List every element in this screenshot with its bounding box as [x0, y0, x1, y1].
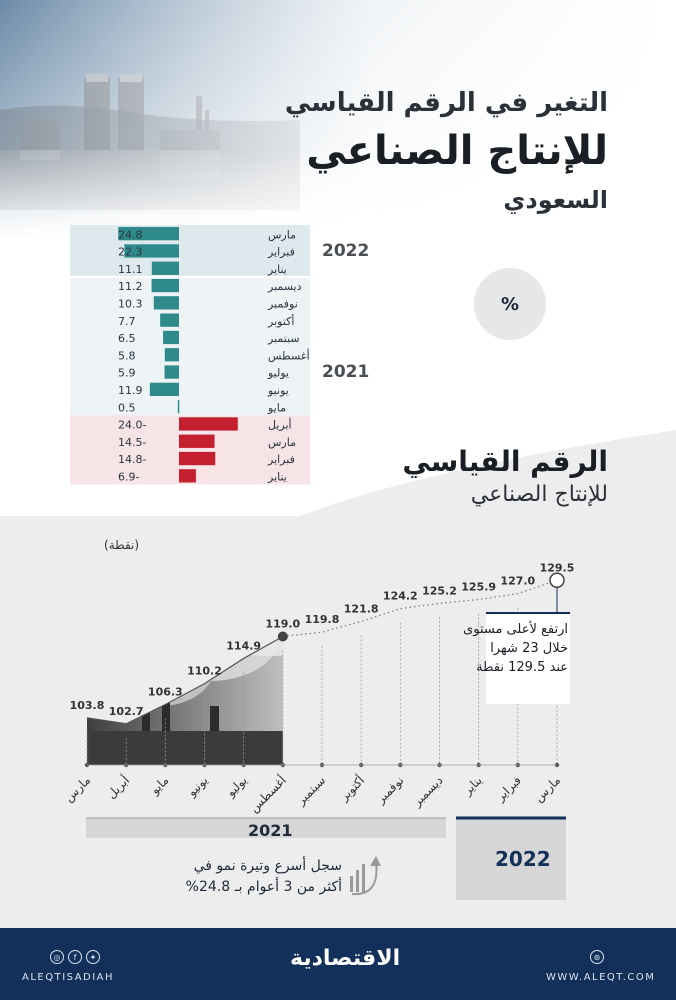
x-tick-label-1: أبريل: [104, 773, 133, 802]
bar-category-label-2: يناير: [268, 262, 287, 276]
point-value-label-10: 125.9: [461, 580, 497, 594]
point-value-label-3: 110.2: [187, 664, 222, 678]
bar-value-label-3: 11.2: [118, 280, 143, 294]
bar-value-label-7: 5.8: [118, 349, 136, 363]
bar-value-label-9: 11.9: [118, 384, 143, 397]
year-label-2022: 2022: [322, 241, 370, 261]
bar-category-label-12: مارس: [268, 435, 296, 449]
instagram-icon[interactable]: ◎: [50, 950, 64, 964]
point-value-label-1: 102.7: [108, 704, 144, 718]
main-title-line2: للإنتاج الصناعي: [306, 128, 608, 174]
year-band-2021-label: 2021: [248, 821, 293, 840]
bar-value-label-1: 22.3: [118, 245, 143, 259]
bar-category-label-1: فبراير: [268, 245, 295, 259]
bar-11: [179, 417, 238, 430]
footer: [0, 928, 676, 1000]
bar-7: [165, 348, 179, 361]
bar-9: [150, 383, 179, 396]
bar-value-label-11: 24.0-: [118, 418, 147, 432]
main-title-line3: السعودي: [503, 186, 608, 214]
bar-value-label-0: 24.8: [118, 228, 143, 242]
x-tick-label-9: ديسمبر: [409, 773, 446, 809]
point-value-label-4: 114.9: [226, 639, 262, 653]
web-icon[interactable]: ⊛: [590, 950, 604, 964]
index-title-line2: للإنتاج الصناعي: [470, 482, 608, 507]
percent-badge: %: [474, 268, 546, 340]
x-tick-label-5: أغسطس: [246, 773, 289, 816]
bar-category-label-14: يناير: [268, 470, 287, 484]
bar-value-label-13: 14.8-: [118, 453, 147, 467]
marker-peak: [550, 573, 564, 587]
factory-smoke-photo: [80, 556, 480, 766]
bar-category-label-6: سبتمبر: [268, 332, 300, 346]
bar-category-label-3: ديسمبر: [268, 280, 302, 294]
point-value-label-2: 106.3: [147, 685, 183, 699]
bar-category-label-10: مايو: [268, 401, 286, 415]
bar-8: [165, 365, 179, 378]
bar-5: [160, 314, 179, 327]
bar-value-label-14: 6.9-: [118, 470, 140, 484]
point-value-label-6: 119.8: [304, 613, 340, 627]
x-tick-label-2: مايو: [147, 773, 172, 797]
unit-label: (نقطة): [104, 538, 140, 552]
year-label-2021: 2021: [322, 362, 370, 382]
peak-note-line1: ارتفع لأعلى مستوى: [463, 622, 568, 637]
bar-value-label-5: 7.7: [118, 314, 136, 328]
bar-category-label-9: يونيو: [268, 384, 289, 397]
social-handle[interactable]: ALEQTISADIAH: [22, 972, 115, 983]
peak-note-line3: عند 129.5 نقطة: [476, 660, 568, 675]
facebook-icon[interactable]: f: [68, 950, 82, 964]
brand-logo: الاقتصادية: [290, 946, 401, 971]
bar-category-label-13: فبراير: [268, 453, 295, 467]
bar-value-label-8: 5.9: [118, 366, 136, 380]
point-value-label-12: 129.5: [539, 561, 575, 575]
bar-13: [179, 452, 215, 465]
bar-14: [179, 469, 196, 482]
growth-arrow-icon: [350, 856, 381, 894]
point-value-label-9: 125.2: [422, 584, 457, 598]
peak-note-line2: خلال 23 شهرا: [490, 641, 568, 656]
x-tick-label-6: سبتمبر: [293, 773, 329, 808]
point-value-label-5: 119.0: [265, 617, 301, 631]
bar-category-label-5: أكتوبر: [268, 314, 295, 328]
bar-category-label-11: أبريل: [268, 418, 292, 432]
index-title-line1: الرقم القياسي: [402, 445, 608, 478]
bar-category-label-4: نوفمبر: [268, 297, 298, 311]
twitter-icon[interactable]: ✦: [86, 950, 100, 964]
social-icons: [50, 950, 100, 964]
x-tick-label-4: يوليو: [223, 773, 250, 800]
point-value-label-8: 124.2: [382, 589, 418, 603]
footnote-line1: سجل أسرع وتيرة نمو في: [193, 858, 342, 874]
x-tick-label-12: مارس: [531, 773, 564, 805]
website-link[interactable]: WWW.ALEQT.COM: [546, 972, 656, 983]
point-value-label-11: 127.0: [500, 574, 536, 588]
x-tick-label-10: يناير: [460, 773, 485, 798]
x-tick-label-7: أكتوبر: [337, 773, 368, 804]
bar-12: [179, 435, 215, 448]
main-title-line1: التغير في الرقم القياسي: [284, 88, 608, 118]
point-value-label-7: 121.8: [343, 602, 379, 616]
bar-category-label-8: يوليو: [268, 366, 290, 380]
bar-10: [178, 400, 180, 413]
x-tick-label-0: مارس: [61, 773, 94, 805]
bar-category-label-0: مارس: [268, 228, 296, 242]
x-tick-label-8: نوفمبر: [373, 773, 407, 807]
bar-value-label-10: 0.5: [118, 401, 136, 415]
footnote-line2: أكثر من 3 أعوام بـ 24.8%: [185, 879, 342, 895]
x-tick-label-11: فبراير: [493, 773, 524, 804]
marker-august: [278, 631, 288, 641]
bar-value-label-12: 14.5-: [118, 435, 147, 449]
bar-6: [163, 331, 179, 344]
point-value-label-0: 103.8: [69, 698, 105, 712]
x-tick-label-3: يونيو: [184, 773, 211, 800]
bar-value-label-2: 11.1: [118, 262, 143, 276]
change-bar-chart: [0, 220, 320, 490]
bar-value-label-4: 10.3: [118, 297, 143, 311]
bar-3: [152, 279, 179, 292]
bar-2: [152, 262, 179, 275]
bar-category-label-7: أغسطس: [268, 349, 310, 363]
bar-value-label-6: 6.5: [118, 332, 136, 346]
bar-4: [154, 296, 179, 309]
year-band-2022-label: 2022: [495, 847, 551, 871]
